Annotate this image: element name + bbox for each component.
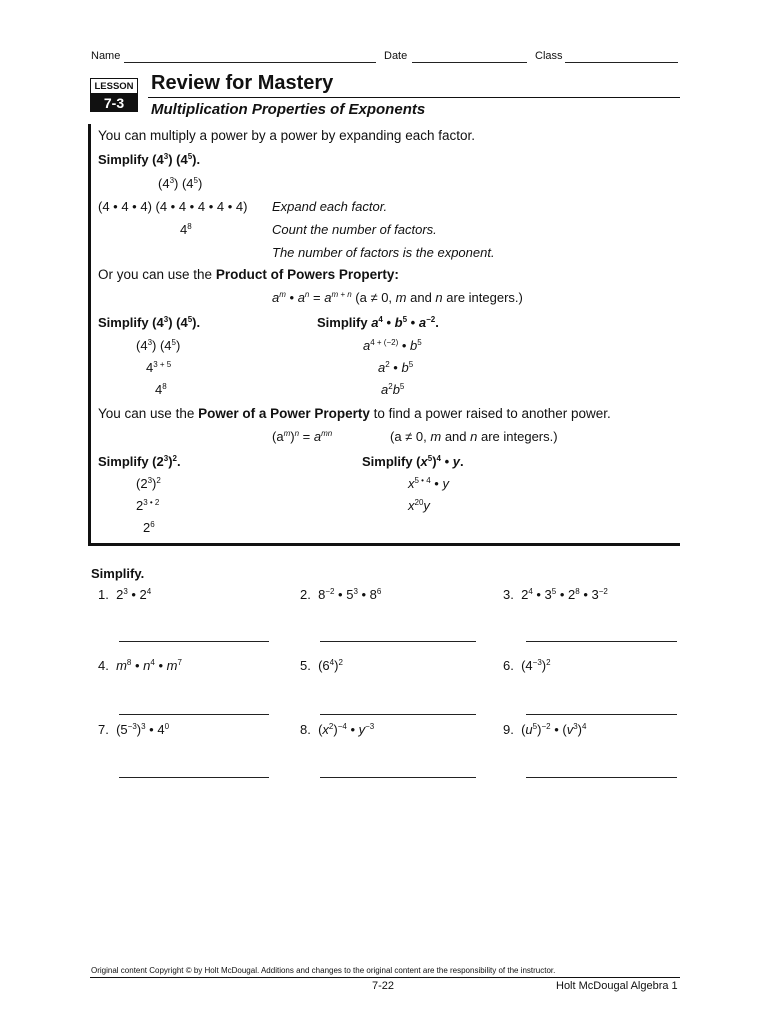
ex1-line2: (4 • 4 • 4) (4 • 4 • 4 • 4 • 4) — [98, 199, 248, 214]
ex1-note2: Count the number of factors. — [272, 222, 437, 237]
answer-7-blank[interactable] — [119, 777, 269, 778]
ex2-left-line2: $4^{3 + 5}$ — [146, 360, 172, 375]
problem-2: 2. $8^{-2}$ • $5^3$ • $8^6$ — [300, 587, 382, 602]
page-title: Review for Mastery — [151, 72, 334, 94]
page-number: 7-22 — [372, 980, 395, 992]
problem-4: 4. $m^8$ • $n^4$ • $m^7$ — [98, 658, 182, 673]
ex1-title: Simplify $(4^3)$ $(4^5)$. — [98, 152, 201, 167]
lesson-label: LESSON — [90, 78, 138, 94]
problem-7: 7. $(5^{-3})^3$ • $4^0$ — [98, 722, 170, 737]
name-label: Name — [91, 50, 121, 62]
ex2-left-line1: $(4^3)$ $(4^5)$ — [136, 338, 181, 353]
name-blank[interactable] — [124, 62, 376, 63]
lesson-number: 7-3 — [90, 94, 138, 112]
answer-4-blank[interactable] — [119, 714, 269, 715]
ex3-right-line2: $x^{20}y$ — [408, 498, 430, 513]
ex2-left-line3: $4^8$ — [155, 382, 167, 397]
date-blank[interactable] — [412, 62, 527, 63]
ex2-right-line3: $a^2b^5$ — [381, 382, 405, 397]
answer-5-blank[interactable] — [320, 714, 476, 715]
ex1-note1: Expand each factor. — [272, 199, 388, 214]
problem-1: 1. $2^3$ • $2^4$ — [98, 587, 152, 602]
box-bottom-border — [88, 543, 680, 546]
product-property-rule: $a^m$ • $a^n = a^{m + n}$ (a ≠ 0, m and n are integers.) — [272, 290, 523, 305]
exercises-heading: Simplify. — [91, 566, 145, 581]
date-label: Date — [384, 50, 408, 62]
problem-5: 5. $(6^4)^2$ — [300, 658, 343, 673]
intro-text: You can multiply a power by a power by expanding each factor. — [98, 128, 475, 143]
answer-6-blank[interactable] — [526, 714, 677, 715]
answer-1-blank[interactable] — [119, 641, 269, 642]
answer-2-blank[interactable] — [320, 641, 476, 642]
class-label: Class — [535, 50, 563, 62]
ex1-line1: $(4^3)$ $(4^5)$ — [158, 176, 203, 191]
ex2-right-line1: $a^{4 + (-2)}$ • $b^5$ — [363, 338, 422, 353]
ex3-left-line1: $(2^3)^2$ — [136, 476, 161, 491]
answer-8-blank[interactable] — [320, 777, 476, 778]
ex1-note3: The number of factors is the exponent. — [272, 245, 495, 260]
footer-rule — [90, 977, 680, 978]
book-title: Holt McDougal Algebra 1 — [556, 980, 678, 992]
problem-6: 6. $(4^{-3})^2$ — [503, 658, 551, 673]
ex3-left-line3: $2^6$ — [143, 520, 155, 535]
ex3-left-line2: $2^{3 • 2}$ — [136, 498, 160, 513]
title-rule — [148, 97, 680, 98]
problem-8: 8. $(x^2)^{-4}$ • $y^{-3}$ — [300, 722, 375, 737]
ex2-left-title: Simplify $(4^3)$ $(4^5)$. — [98, 315, 201, 330]
copyright-notice: Original content Copyright © by Holt McDougal. Additions and changes to the original content are the responsibility of the instructor. — [91, 966, 556, 975]
class-blank[interactable] — [565, 62, 678, 63]
ex1-line3: $4^8$ — [180, 222, 192, 237]
answer-9-blank[interactable] — [526, 777, 677, 778]
product-property-line: Or you can use the Product of Powers Property: — [98, 267, 399, 282]
ex3-right-title: Simplify $(x^5)^4$ • y. — [362, 454, 464, 469]
problem-3: 3. $2^4$ • $3^5$ • $2^8$ • $3^{-2}$ — [503, 587, 608, 602]
power-property-line: You can use the Power of a Power Property to find a power raised to another power. — [98, 406, 611, 421]
ex2-right-title: Simplify $a^4$ • $b^5$ • $a^{-2}$. — [317, 315, 439, 330]
problem-9: 9. $(u^5)^{-2}$ • $(v^3)^4$ — [503, 722, 587, 737]
page-subtitle: Multiplication Properties of Exponents — [151, 101, 426, 118]
ex2-right-line2: $a^2$ • $b^5$ — [378, 360, 414, 375]
box-left-border — [88, 124, 91, 546]
ex3-left-title: Simplify $(2^3)^2$. — [98, 454, 181, 469]
power-property-condition: (a ≠ 0, m and n are integers.) — [390, 429, 558, 444]
answer-3-blank[interactable] — [526, 641, 677, 642]
lesson-badge — [90, 78, 138, 112]
power-property-rule: $(a^m)^n = a^{mn}$ — [272, 429, 333, 444]
ex3-right-line1: $x^{5 • 4}$ • y — [408, 476, 449, 491]
